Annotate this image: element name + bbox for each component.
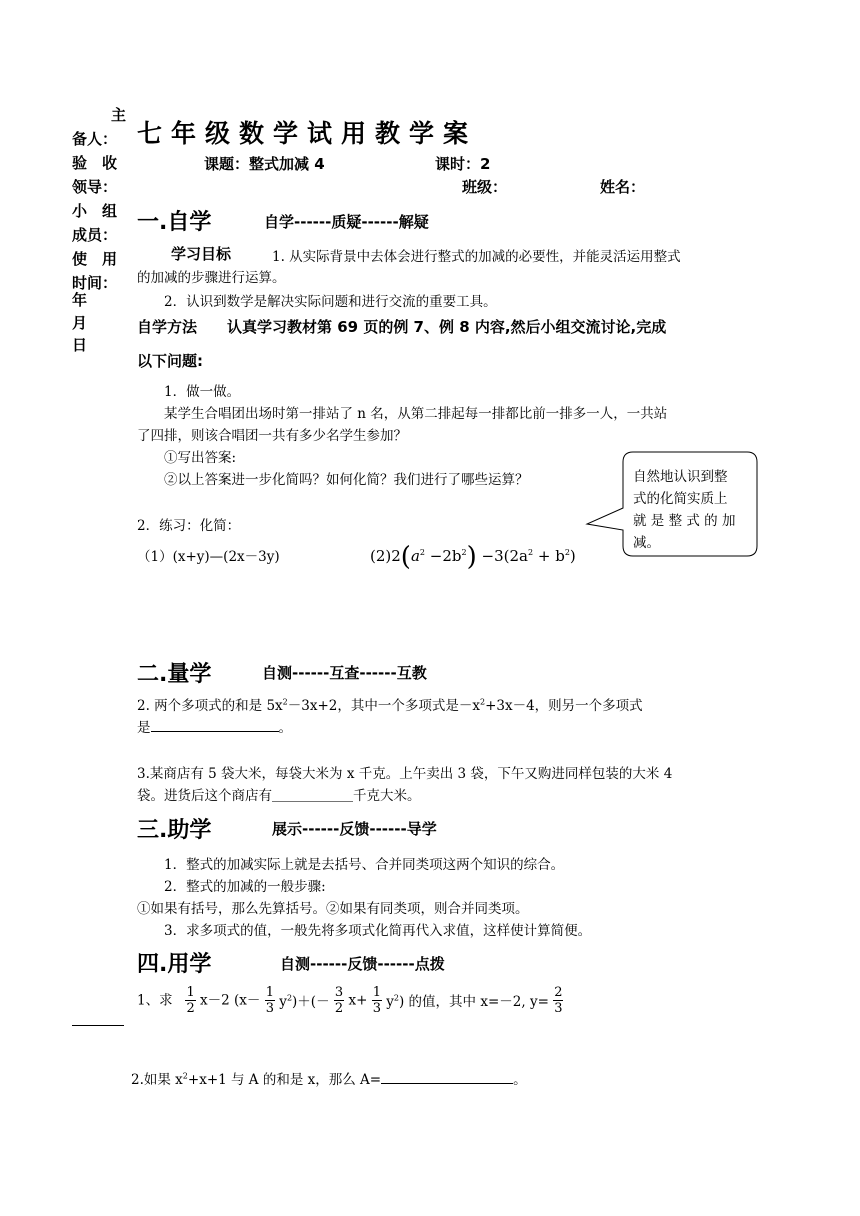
lesson-topic: 课题：整式加减 4: [204, 155, 325, 173]
section4-title: 四.用学: [137, 952, 212, 977]
section2-problem2-line2: 是 。: [137, 716, 292, 736]
section4-problem2: 2.如果 $x^2+x+1$ 与 A 的和是 x，那么 A= 。: [131, 1068, 527, 1088]
question1-part2: ②以上答案进一步化简吗？如何化简？我们进行了哪些运算？: [164, 472, 529, 488]
callout-line2: 式的化简实质上: [633, 491, 728, 507]
fraction-third-b: $\frac{1}{3}$: [372, 985, 381, 1016]
sidebar-day: 日: [72, 336, 88, 354]
sidebar-group: 小 组: [72, 202, 118, 220]
question1-text-line1: 某学生合唱团出场时第一排站了 n 名，从第二排起每一排都比前一排多一人，一共站: [164, 406, 668, 422]
section3-subtitle: 展示------反馈------导学: [272, 820, 437, 838]
lesson-period: 课时：2: [435, 155, 491, 173]
callout-line1: 自然地认识到整: [633, 469, 728, 485]
section2-subtitle: 自测------互查------互教: [262, 664, 427, 682]
fraction-half: $\frac{1}{2}$: [186, 985, 195, 1016]
ex2-b1: −2b: [429, 547, 462, 565]
ex2-sq3: 2: [527, 548, 534, 557]
answer-blank-a[interactable]: [381, 1069, 513, 1084]
goal1-line1: 1. 从实际背景中去体会进行整式的加减的必要性，并能灵活运用整式: [272, 249, 681, 265]
ex2-sq4: 2: [564, 548, 570, 557]
question2: 2．练习：化简：: [137, 518, 241, 534]
paren-right: ): [466, 542, 477, 572]
sidebar-use-label: 时间：: [72, 274, 118, 292]
ex2-sq1: 2: [419, 548, 425, 557]
sidebar-reviewer-label: 领导：: [72, 178, 118, 196]
sidebar-presenter: 主: [110, 106, 126, 124]
section2-title: 二.量学: [137, 662, 212, 687]
ex2-mid: −3(2a: [481, 547, 528, 565]
class-label: 班级：: [462, 178, 508, 196]
ex2-sq2: 2: [461, 548, 467, 557]
fraction-three-halves: $\frac{3}{2}$: [334, 985, 344, 1016]
p1-label: 1、求: [137, 992, 173, 1009]
ex2-end: ): [569, 547, 576, 565]
answer-blank[interactable]: [151, 717, 279, 732]
exercise1: （1）(x+y)—(2x－3y): [137, 549, 280, 565]
section3-line1: 1．整式的加减实际上就是去括号、合并同类项这两个知识的综合。: [164, 857, 565, 873]
callout-line4: 减。: [633, 535, 660, 551]
fraction-third-a: $\frac{1}{3}$: [265, 985, 274, 1016]
exercise2: [370, 542, 576, 572]
question1-text-line2: 了四排，则该合唱团一共有多少名学生参加？: [137, 428, 407, 444]
method-line1: 自学方法 认真学习教材第 69 页的例 7、例 8 内容,然后小组交流讨论,完成: [137, 318, 667, 336]
section3-line4: 3．求多项式的值，一般先将多项式化简再代入求值，这样使计算简便。: [164, 923, 592, 939]
fraction-two-thirds: $\frac{2}{3}$: [554, 985, 563, 1016]
sidebar-use: 使 用: [72, 250, 118, 268]
goal2: 2．认识到数学是解决实际问题和进行交流的重要工具。: [164, 294, 497, 310]
question1: 1．做一做。: [164, 384, 241, 400]
ex2-prefix: (2)2: [370, 547, 401, 565]
method-line2: 以下问题:: [137, 352, 203, 370]
section2-problem2-line1: 2. 两个多项式的和是 $5x^2-3x+2$，其中一个多项式是$-x^2+3x-4$，则另一个多项式: [137, 697, 643, 714]
question1-part1: ①写出答案:: [164, 450, 237, 466]
section4-problem1: 1、求 $\frac{1}{2}$ x－2 (x－ $\frac{1}{3}$ $y^2)+(-$ $\frac{3}{2}$ x+ $\frac{1}{3}$ $y^2$) 的值，其中 x=－2, y= $\frac{2}{3}$: [137, 985, 563, 1016]
ex2-a: a: [410, 547, 420, 565]
section3-line3: ①如果有括号，那么先算括号。②如果有同类项，则合并同类项。: [137, 901, 529, 917]
name-label: 姓名：: [600, 178, 646, 196]
paren-left: (: [400, 542, 411, 572]
margin-rule: [72, 1025, 124, 1026]
callout-line3: 就 是 整 式 的 加: [633, 513, 736, 529]
section1-title: 一.自学: [137, 210, 212, 235]
section4-subtitle: 自测------反馈------点拨: [280, 955, 445, 973]
goal-label: 学习目标: [171, 245, 232, 263]
page-title: 七年级数学试用教学案: [137, 119, 478, 148]
sidebar-presenter-label: 备人：: [72, 130, 118, 148]
section2-problem3-line2: 袋。进货后这个商店有＿＿＿＿＿＿千克大米。: [137, 788, 421, 804]
section3-line2: 2．整式的加减的一般步骤:: [164, 879, 326, 895]
goal1-line2: 的加减的步骤进行运算。: [137, 270, 286, 286]
section2-problem3-line1: 3.某商店有 5 袋大米，每袋大米为 x 千克。上午卖出 3 袋，下午又购进同样包装的大米 4: [137, 766, 673, 782]
sidebar-month: 月: [72, 314, 88, 332]
sidebar-group-label: 成员：: [72, 226, 118, 244]
ex2-b2: + b: [537, 547, 565, 565]
sidebar-reviewer: 验 收: [72, 154, 118, 172]
sidebar-year: 年: [72, 291, 88, 309]
section1-subtitle: 自学------质疑------解疑: [264, 213, 429, 231]
section3-title: 三.助学: [137, 818, 212, 843]
